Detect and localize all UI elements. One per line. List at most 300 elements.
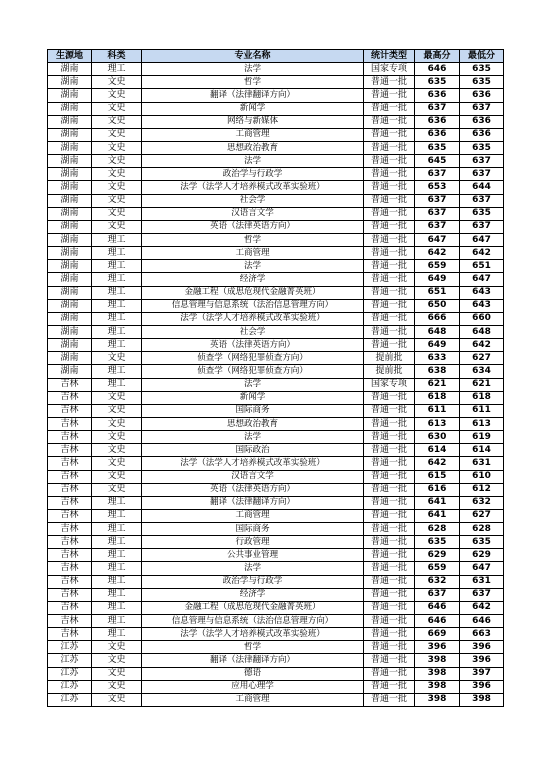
cell-region: 吉林: [48, 588, 92, 601]
cell-category: 文史: [92, 115, 142, 128]
cell-category: 理工: [92, 299, 142, 312]
cell-major: 工商管理: [142, 693, 364, 706]
table-row: [48, 286, 504, 299]
cell-batch: 提前批: [364, 365, 415, 378]
cell-max-score: 637: [415, 194, 460, 207]
cell-batch: 普通一批: [364, 260, 415, 273]
cell-max-score: 636: [415, 89, 460, 102]
cell-region: 吉林: [48, 431, 92, 444]
cell-min-score: 396: [460, 654, 504, 667]
cell-region: 湖南: [48, 365, 92, 378]
cell-major: 德语: [142, 667, 364, 680]
cell-min-score: 613: [460, 417, 504, 430]
cell-major: 信息管理与信息系统（法治信息管理方向）: [142, 615, 364, 628]
table-row: [48, 404, 504, 417]
cell-batch: 普通一批: [364, 523, 415, 536]
table-row: [48, 654, 504, 667]
cell-max-score: 398: [415, 654, 460, 667]
cell-region: 吉林: [48, 549, 92, 562]
cell-min-score: 637: [460, 102, 504, 115]
table-row: [48, 168, 504, 181]
cell-min-score: 660: [460, 312, 504, 325]
cell-category: 文史: [92, 470, 142, 483]
cell-category: 文史: [92, 220, 142, 233]
cell-max-score: 642: [415, 457, 460, 470]
table-row: [48, 536, 504, 549]
cell-batch: 普通一批: [364, 247, 415, 260]
cell-region: 湖南: [48, 128, 92, 141]
cell-region: 吉林: [48, 391, 92, 404]
cell-batch: 普通一批: [364, 496, 415, 509]
cell-min-score: 610: [460, 470, 504, 483]
cell-min-score: 637: [460, 220, 504, 233]
cell-major: 网络与新媒体: [142, 115, 364, 128]
cell-min-score: 618: [460, 391, 504, 404]
table-row: [48, 141, 504, 154]
cell-region: 江苏: [48, 654, 92, 667]
cell-max-score: 398: [415, 693, 460, 706]
cell-batch: 普通一批: [364, 601, 415, 614]
cell-max-score: 611: [415, 404, 460, 417]
table-row: [48, 378, 504, 391]
cell-major: 法学（法学人才培养模式改革实验班）: [142, 181, 364, 194]
cell-min-score: 398: [460, 693, 504, 706]
cell-region: 江苏: [48, 680, 92, 693]
cell-max-score: 613: [415, 417, 460, 430]
table-row: [48, 509, 504, 522]
cell-batch: 普通一批: [364, 141, 415, 154]
cell-batch: 普通一批: [364, 667, 415, 680]
cell-min-score: 619: [460, 431, 504, 444]
cell-batch: 普通一批: [364, 431, 415, 444]
cell-category: 理工: [92, 63, 142, 76]
cell-batch: 普通一批: [364, 312, 415, 325]
cell-category: 理工: [92, 628, 142, 641]
cell-max-score: 637: [415, 207, 460, 220]
cell-region: 吉林: [48, 562, 92, 575]
cell-region: 吉林: [48, 457, 92, 470]
cell-major: 英语（法律英语方向）: [142, 220, 364, 233]
header-category: 科类: [92, 50, 142, 63]
cell-batch: 普通一批: [364, 168, 415, 181]
cell-min-score: 637: [460, 194, 504, 207]
cell-max-score: 616: [415, 483, 460, 496]
cell-max-score: 636: [415, 115, 460, 128]
cell-batch: 普通一批: [364, 89, 415, 102]
cell-min-score: 627: [460, 509, 504, 522]
cell-category: 文史: [92, 128, 142, 141]
cell-min-score: 646: [460, 615, 504, 628]
cell-category: 文史: [92, 352, 142, 365]
cell-category: 文史: [92, 444, 142, 457]
table-row: [48, 483, 504, 496]
cell-max-score: 636: [415, 128, 460, 141]
cell-batch: 普通一批: [364, 549, 415, 562]
cell-major: 经济学: [142, 588, 364, 601]
cell-max-score: 635: [415, 141, 460, 154]
cell-min-score: 642: [460, 601, 504, 614]
cell-batch: 普通一批: [364, 417, 415, 430]
cell-category: 理工: [92, 562, 142, 575]
cell-category: 文史: [92, 431, 142, 444]
cell-region: 吉林: [48, 496, 92, 509]
cell-region: 湖南: [48, 339, 92, 352]
cell-category: 理工: [92, 233, 142, 246]
cell-category: 理工: [92, 312, 142, 325]
table-row: [48, 391, 504, 404]
cell-min-score: 612: [460, 483, 504, 496]
cell-batch: 普通一批: [364, 404, 415, 417]
table-row: [48, 562, 504, 575]
cell-major: 法学（法学人才培养模式改革实验班）: [142, 628, 364, 641]
table-row: [48, 128, 504, 141]
cell-batch: 提前批: [364, 352, 415, 365]
cell-category: 文史: [92, 155, 142, 168]
cell-batch: 普通一批: [364, 102, 415, 115]
cell-major: 新闻学: [142, 391, 364, 404]
cell-min-score: 663: [460, 628, 504, 641]
cell-max-score: 646: [415, 615, 460, 628]
cell-category: 文史: [92, 457, 142, 470]
cell-category: 理工: [92, 536, 142, 549]
cell-region: 湖南: [48, 76, 92, 89]
cell-min-score: 631: [460, 457, 504, 470]
cell-min-score: 611: [460, 404, 504, 417]
cell-region: 湖南: [48, 115, 92, 128]
cell-major: 英语（法律英语方向）: [142, 339, 364, 352]
cell-batch: 普通一批: [364, 615, 415, 628]
cell-max-score: 642: [415, 247, 460, 260]
cell-category: 理工: [92, 247, 142, 260]
cell-batch: 普通一批: [364, 325, 415, 338]
table-row: [48, 247, 504, 260]
cell-region: 湖南: [48, 141, 92, 154]
cell-category: 理工: [92, 286, 142, 299]
cell-min-score: 642: [460, 339, 504, 352]
cell-category: 文史: [92, 76, 142, 89]
cell-major: 法学: [142, 378, 364, 391]
cell-region: 湖南: [48, 63, 92, 76]
cell-batch: 普通一批: [364, 693, 415, 706]
table-row: [48, 641, 504, 654]
cell-region: 湖南: [48, 168, 92, 181]
cell-category: 文史: [92, 693, 142, 706]
table-row: [48, 115, 504, 128]
cell-region: 湖南: [48, 207, 92, 220]
cell-max-score: 649: [415, 273, 460, 286]
cell-major: 法学（法学人才培养模式改革实验班）: [142, 312, 364, 325]
cell-max-score: 641: [415, 509, 460, 522]
cell-category: 理工: [92, 273, 142, 286]
cell-major: 公共事业管理: [142, 549, 364, 562]
table-row: [48, 549, 504, 562]
table-row: [48, 667, 504, 680]
cell-category: 理工: [92, 378, 142, 391]
cell-max-score: 396: [415, 641, 460, 654]
cell-major: 法学: [142, 431, 364, 444]
cell-category: 理工: [92, 588, 142, 601]
cell-category: 理工: [92, 615, 142, 628]
cell-max-score: 645: [415, 155, 460, 168]
cell-min-score: 635: [460, 63, 504, 76]
cell-category: 文史: [92, 641, 142, 654]
cell-min-score: 647: [460, 562, 504, 575]
cell-region: 湖南: [48, 233, 92, 246]
cell-category: 理工: [92, 509, 142, 522]
cell-region: 吉林: [48, 417, 92, 430]
cell-min-score: 635: [460, 207, 504, 220]
cell-major: 国际政治: [142, 444, 364, 457]
table-row: [48, 431, 504, 444]
cell-major: 哲学: [142, 233, 364, 246]
header-min-score: 最低分: [460, 50, 504, 63]
cell-region: 吉林: [48, 378, 92, 391]
cell-major: 法学: [142, 63, 364, 76]
table-row: [48, 260, 504, 273]
cell-batch: 普通一批: [364, 76, 415, 89]
cell-min-score: 634: [460, 365, 504, 378]
cell-category: 文史: [92, 680, 142, 693]
cell-batch: 普通一批: [364, 628, 415, 641]
cell-major: 法学: [142, 562, 364, 575]
cell-region: 江苏: [48, 667, 92, 680]
cell-category: 理工: [92, 260, 142, 273]
table-row: [48, 273, 504, 286]
cell-region: 湖南: [48, 352, 92, 365]
cell-max-score: 659: [415, 260, 460, 273]
cell-max-score: 637: [415, 588, 460, 601]
cell-region: 江苏: [48, 641, 92, 654]
table-row: [48, 76, 504, 89]
cell-batch: 普通一批: [364, 509, 415, 522]
header-major: 专业名称: [142, 50, 364, 63]
cell-max-score: 647: [415, 233, 460, 246]
cell-major: 政治学与行政学: [142, 575, 364, 588]
cell-region: 吉林: [48, 575, 92, 588]
cell-major: 社会学: [142, 194, 364, 207]
cell-region: 吉林: [48, 601, 92, 614]
cell-major: 侦查学（网络犯罪侦查方向）: [142, 365, 364, 378]
cell-region: 湖南: [48, 220, 92, 233]
cell-min-score: 637: [460, 155, 504, 168]
table-row: [48, 181, 504, 194]
cell-region: 吉林: [48, 628, 92, 641]
cell-min-score: 621: [460, 378, 504, 391]
cell-min-score: 396: [460, 641, 504, 654]
cell-category: 文史: [92, 141, 142, 154]
table-row: [48, 155, 504, 168]
cell-region: 湖南: [48, 102, 92, 115]
cell-batch: 普通一批: [364, 562, 415, 575]
cell-major: 哲学: [142, 76, 364, 89]
header-region: 生源地: [48, 50, 92, 63]
cell-major: 哲学: [142, 641, 364, 654]
cell-major: 社会学: [142, 325, 364, 338]
cell-major: 国际商务: [142, 404, 364, 417]
table-row: [48, 417, 504, 430]
cell-max-score: 630: [415, 431, 460, 444]
cell-category: 文史: [92, 102, 142, 115]
cell-max-score: 650: [415, 299, 460, 312]
cell-batch: 普通一批: [364, 299, 415, 312]
cell-category: 理工: [92, 575, 142, 588]
cell-major: 翻译（法律翻译方向）: [142, 654, 364, 667]
cell-max-score: 633: [415, 352, 460, 365]
cell-min-score: 637: [460, 588, 504, 601]
cell-max-score: 632: [415, 575, 460, 588]
cell-region: 吉林: [48, 536, 92, 549]
cell-batch: 普通一批: [364, 536, 415, 549]
cell-batch: 普通一批: [364, 339, 415, 352]
cell-min-score: 628: [460, 523, 504, 536]
cell-region: 江苏: [48, 693, 92, 706]
cell-min-score: 635: [460, 76, 504, 89]
cell-region: 吉林: [48, 509, 92, 522]
cell-batch: 普通一批: [364, 233, 415, 246]
table-row: [48, 693, 504, 706]
cell-major: 经济学: [142, 273, 364, 286]
cell-category: 文史: [92, 194, 142, 207]
cell-batch: 普通一批: [364, 391, 415, 404]
cell-category: 理工: [92, 549, 142, 562]
cell-category: 理工: [92, 601, 142, 614]
cell-max-score: 641: [415, 496, 460, 509]
table-row: [48, 601, 504, 614]
cell-major: 法学: [142, 155, 364, 168]
cell-batch: 普通一批: [364, 483, 415, 496]
cell-major: 工商管理: [142, 128, 364, 141]
table-row: [48, 89, 504, 102]
table-row: [48, 457, 504, 470]
cell-region: 湖南: [48, 155, 92, 168]
cell-region: 湖南: [48, 312, 92, 325]
cell-major: 金融工程（成思危现代金融菁英班）: [142, 601, 364, 614]
cell-major: 法学: [142, 260, 364, 273]
cell-category: 文史: [92, 207, 142, 220]
cell-batch: 普通一批: [364, 115, 415, 128]
cell-min-score: 635: [460, 141, 504, 154]
table-row: [48, 102, 504, 115]
cell-category: 文史: [92, 404, 142, 417]
cell-major: 新闻学: [142, 102, 364, 115]
cell-major: 汉语言文学: [142, 207, 364, 220]
cell-region: 吉林: [48, 444, 92, 457]
cell-min-score: 644: [460, 181, 504, 194]
cell-max-score: 621: [415, 378, 460, 391]
cell-batch: 普通一批: [364, 286, 415, 299]
table-row: [48, 220, 504, 233]
table-row: [48, 444, 504, 457]
cell-max-score: 651: [415, 286, 460, 299]
cell-region: 湖南: [48, 273, 92, 286]
table-row: [48, 365, 504, 378]
admission-scores-table: [47, 49, 504, 707]
cell-max-score: 649: [415, 339, 460, 352]
cell-region: 吉林: [48, 483, 92, 496]
cell-major: 思想政治教育: [142, 141, 364, 154]
cell-category: 文史: [92, 417, 142, 430]
cell-batch: 普通一批: [364, 194, 415, 207]
cell-max-score: 629: [415, 549, 460, 562]
cell-major: 翻译（法律翻译方向）: [142, 89, 364, 102]
cell-max-score: 618: [415, 391, 460, 404]
cell-major: 应用心理学: [142, 680, 364, 693]
cell-category: 文史: [92, 181, 142, 194]
cell-min-score: 648: [460, 325, 504, 338]
cell-max-score: 635: [415, 76, 460, 89]
cell-max-score: 637: [415, 102, 460, 115]
cell-batch: 普通一批: [364, 220, 415, 233]
cell-category: 文史: [92, 168, 142, 181]
cell-min-score: 397: [460, 667, 504, 680]
cell-max-score: 615: [415, 470, 460, 483]
cell-min-score: 629: [460, 549, 504, 562]
table-row: [48, 496, 504, 509]
cell-category: 文史: [92, 483, 142, 496]
table-row: [48, 523, 504, 536]
cell-max-score: 648: [415, 325, 460, 338]
cell-max-score: 653: [415, 181, 460, 194]
cell-major: 工商管理: [142, 247, 364, 260]
table-row: [48, 312, 504, 325]
cell-category: 文史: [92, 667, 142, 680]
cell-min-score: 636: [460, 128, 504, 141]
table-row: [48, 575, 504, 588]
cell-batch: 普通一批: [364, 181, 415, 194]
cell-category: 理工: [92, 365, 142, 378]
cell-region: 湖南: [48, 260, 92, 273]
cell-region: 湖南: [48, 181, 92, 194]
cell-region: 湖南: [48, 89, 92, 102]
cell-batch: 普通一批: [364, 444, 415, 457]
cell-min-score: 636: [460, 115, 504, 128]
cell-major: 金融工程（成思危现代金融菁英班）: [142, 286, 364, 299]
cell-min-score: 647: [460, 273, 504, 286]
cell-major: 汉语言文学: [142, 470, 364, 483]
cell-region: 吉林: [48, 523, 92, 536]
table-row: [48, 628, 504, 641]
cell-region: 湖南: [48, 194, 92, 207]
cell-max-score: 669: [415, 628, 460, 641]
cell-max-score: 659: [415, 562, 460, 575]
cell-category: 文史: [92, 654, 142, 667]
cell-min-score: 635: [460, 536, 504, 549]
cell-batch: 普通一批: [364, 588, 415, 601]
cell-min-score: 631: [460, 575, 504, 588]
cell-min-score: 636: [460, 89, 504, 102]
cell-major: 思想政治教育: [142, 417, 364, 430]
cell-batch: 国家专项: [364, 63, 415, 76]
cell-max-score: 628: [415, 523, 460, 536]
table-header-row: [48, 50, 504, 63]
cell-max-score: 646: [415, 601, 460, 614]
cell-category: 理工: [92, 325, 142, 338]
table-row: [48, 325, 504, 338]
cell-min-score: 642: [460, 247, 504, 260]
cell-max-score: 637: [415, 220, 460, 233]
cell-max-score: 646: [415, 63, 460, 76]
cell-category: 理工: [92, 339, 142, 352]
cell-region: 吉林: [48, 470, 92, 483]
cell-major: 行政管理: [142, 536, 364, 549]
cell-major: 政治学与行政学: [142, 168, 364, 181]
table-row: [48, 680, 504, 693]
cell-min-score: 632: [460, 496, 504, 509]
cell-batch: 普通一批: [364, 470, 415, 483]
cell-region: 湖南: [48, 299, 92, 312]
cell-batch: 普通一批: [364, 641, 415, 654]
cell-batch: 普通一批: [364, 273, 415, 286]
